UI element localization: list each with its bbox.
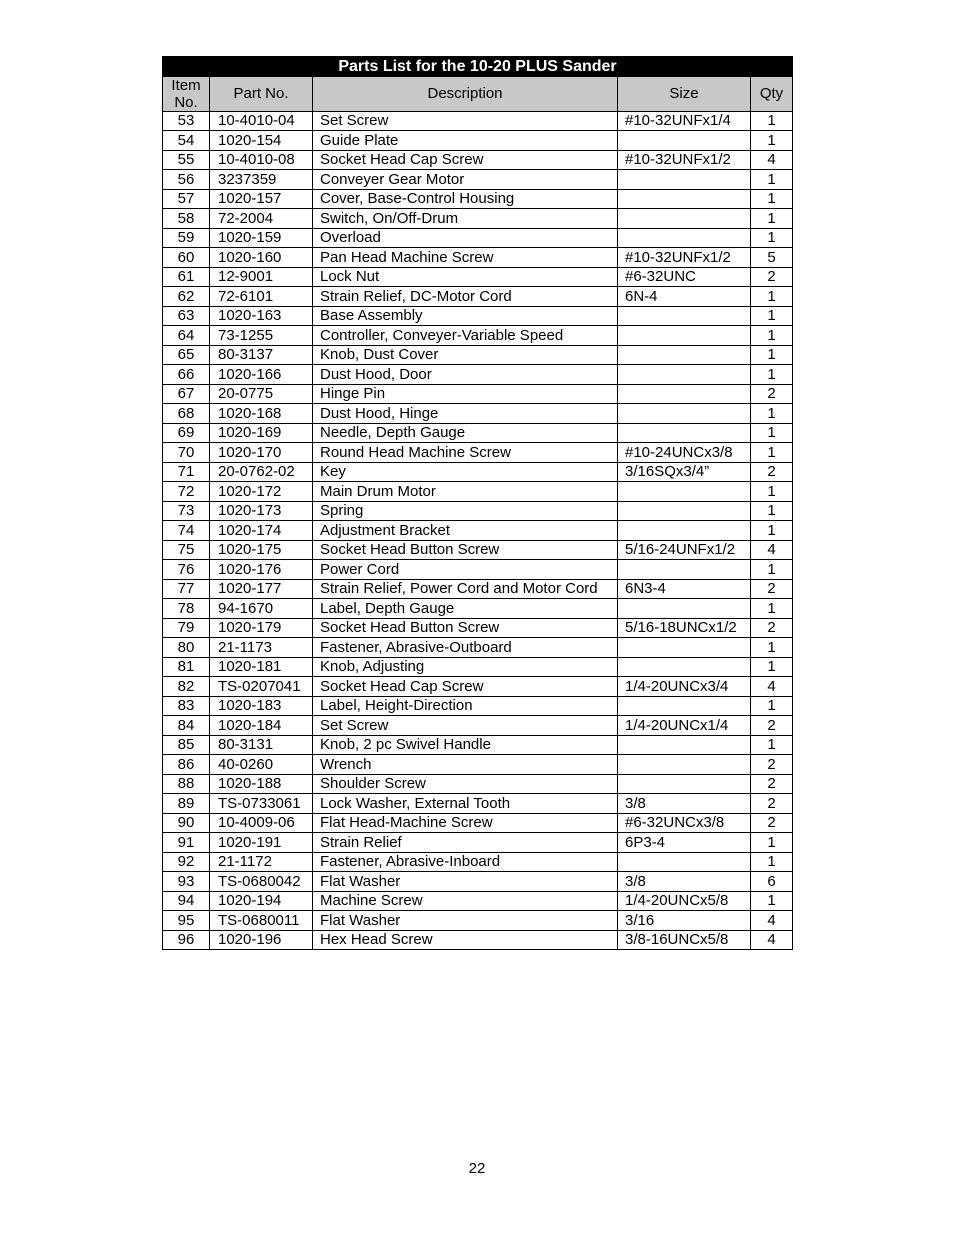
description-cell: Dust Hood, Hinge bbox=[313, 404, 618, 424]
item-no-cell: 58 bbox=[163, 209, 210, 229]
table-row bbox=[163, 404, 793, 424]
table-row bbox=[163, 306, 793, 326]
qty-cell: 4 bbox=[751, 677, 793, 697]
qty-cell: 1 bbox=[751, 228, 793, 248]
part-no-cell: 80-3131 bbox=[210, 735, 313, 755]
item-no-cell: 85 bbox=[163, 735, 210, 755]
size-cell: 6P3-4 bbox=[618, 833, 751, 853]
description-cell: Wrench bbox=[313, 755, 618, 775]
description-cell: Dust Hood, Door bbox=[313, 365, 618, 385]
qty-cell: 1 bbox=[751, 306, 793, 326]
description-cell: Label, Depth Gauge bbox=[313, 599, 618, 619]
item-no-cell: 59 bbox=[163, 228, 210, 248]
part-no-cell: 1020-188 bbox=[210, 774, 313, 794]
item-no-cell: 88 bbox=[163, 774, 210, 794]
part-no-cell: 80-3137 bbox=[210, 345, 313, 365]
item-no-cell: 84 bbox=[163, 716, 210, 736]
table-row bbox=[163, 599, 793, 619]
description-cell: Overload bbox=[313, 228, 618, 248]
item-no-cell: 72 bbox=[163, 482, 210, 502]
size-cell bbox=[618, 189, 751, 209]
item-no-cell: 83 bbox=[163, 696, 210, 716]
header-size: Size bbox=[618, 76, 751, 111]
table-row bbox=[163, 482, 793, 502]
qty-cell: 1 bbox=[751, 170, 793, 190]
description-cell: Flat Head-Machine Screw bbox=[313, 813, 618, 833]
qty-cell: 1 bbox=[751, 423, 793, 443]
qty-cell: 1 bbox=[751, 501, 793, 521]
header-part-no: Part No. bbox=[210, 76, 313, 111]
part-no-cell: 1020-169 bbox=[210, 423, 313, 443]
size-cell: #10-32UNFx1/2 bbox=[618, 248, 751, 268]
part-no-cell: 1020-191 bbox=[210, 833, 313, 853]
item-no-cell: 70 bbox=[163, 443, 210, 463]
part-no-cell: 1020-163 bbox=[210, 306, 313, 326]
size-cell bbox=[618, 852, 751, 872]
part-no-cell: 1020-176 bbox=[210, 560, 313, 580]
table-row bbox=[163, 326, 793, 346]
description-cell: Hinge Pin bbox=[313, 384, 618, 404]
item-no-cell: 55 bbox=[163, 150, 210, 170]
table-row bbox=[163, 189, 793, 209]
description-cell: Strain Relief, Power Cord and Motor Cord bbox=[313, 579, 618, 599]
table-row bbox=[163, 365, 793, 385]
qty-cell: 1 bbox=[751, 287, 793, 307]
table-row bbox=[163, 209, 793, 229]
size-cell: 5/16-24UNFx1/2 bbox=[618, 540, 751, 560]
description-cell: Knob, Dust Cover bbox=[313, 345, 618, 365]
table-row bbox=[163, 345, 793, 365]
item-no-cell: 73 bbox=[163, 501, 210, 521]
size-cell bbox=[618, 326, 751, 346]
part-no-cell: 10-4009-06 bbox=[210, 813, 313, 833]
description-cell: Shoulder Screw bbox=[313, 774, 618, 794]
item-no-cell: 80 bbox=[163, 638, 210, 658]
parts-list-table bbox=[162, 56, 793, 950]
table-row bbox=[163, 735, 793, 755]
parts-table-body bbox=[163, 111, 793, 950]
qty-cell: 2 bbox=[751, 462, 793, 482]
item-no-cell: 81 bbox=[163, 657, 210, 677]
table-row bbox=[163, 872, 793, 892]
size-cell: 6N-4 bbox=[618, 287, 751, 307]
item-no-cell: 93 bbox=[163, 872, 210, 892]
part-no-cell: TS-0680042 bbox=[210, 872, 313, 892]
description-cell: Strain Relief, DC-Motor Cord bbox=[313, 287, 618, 307]
item-no-cell: 90 bbox=[163, 813, 210, 833]
item-no-cell: 64 bbox=[163, 326, 210, 346]
description-cell: Lock Washer, External Tooth bbox=[313, 794, 618, 814]
item-no-cell: 69 bbox=[163, 423, 210, 443]
item-no-cell: 53 bbox=[163, 111, 210, 131]
description-cell: Fastener, Abrasive-Outboard bbox=[313, 638, 618, 658]
part-no-cell: 10-4010-04 bbox=[210, 111, 313, 131]
part-no-cell: 1020-159 bbox=[210, 228, 313, 248]
header-description: Description bbox=[313, 76, 618, 111]
description-cell: Key bbox=[313, 462, 618, 482]
size-cell: 1/4-20UNCx1/4 bbox=[618, 716, 751, 736]
table-row bbox=[163, 618, 793, 638]
description-cell: Strain Relief bbox=[313, 833, 618, 853]
table-row bbox=[163, 521, 793, 541]
qty-cell: 6 bbox=[751, 872, 793, 892]
item-no-cell: 86 bbox=[163, 755, 210, 775]
part-no-cell: 12-9001 bbox=[210, 267, 313, 287]
description-cell: Set Screw bbox=[313, 716, 618, 736]
description-cell: Cover, Base-Control Housing bbox=[313, 189, 618, 209]
qty-cell: 1 bbox=[751, 696, 793, 716]
size-cell bbox=[618, 365, 751, 385]
description-cell: Hex Head Screw bbox=[313, 930, 618, 950]
part-no-cell: 1020-174 bbox=[210, 521, 313, 541]
table-row bbox=[163, 930, 793, 950]
table-title: Parts List for the 10-20 PLUS Sander bbox=[163, 57, 793, 77]
qty-cell: 4 bbox=[751, 540, 793, 560]
qty-cell: 1 bbox=[751, 599, 793, 619]
table-row bbox=[163, 794, 793, 814]
description-cell: Controller, Conveyer-Variable Speed bbox=[313, 326, 618, 346]
qty-cell: 4 bbox=[751, 911, 793, 931]
part-no-cell: TS-0680011 bbox=[210, 911, 313, 931]
table-row bbox=[163, 677, 793, 697]
size-cell bbox=[618, 345, 751, 365]
qty-cell: 2 bbox=[751, 267, 793, 287]
size-cell: 6N3-4 bbox=[618, 579, 751, 599]
size-cell bbox=[618, 755, 751, 775]
description-cell: Knob, Adjusting bbox=[313, 657, 618, 677]
item-no-cell: 54 bbox=[163, 131, 210, 151]
item-no-cell: 94 bbox=[163, 891, 210, 911]
part-no-cell: 3237359 bbox=[210, 170, 313, 190]
qty-cell: 1 bbox=[751, 365, 793, 385]
page-number: 22 bbox=[468, 1160, 486, 1177]
qty-cell: 1 bbox=[751, 560, 793, 580]
description-cell: Label, Height-Direction bbox=[313, 696, 618, 716]
table-row bbox=[163, 852, 793, 872]
description-cell: Conveyer Gear Motor bbox=[313, 170, 618, 190]
table-row bbox=[163, 716, 793, 736]
qty-cell: 1 bbox=[751, 852, 793, 872]
qty-cell: 2 bbox=[751, 755, 793, 775]
description-cell: Needle, Depth Gauge bbox=[313, 423, 618, 443]
table-row bbox=[163, 813, 793, 833]
description-cell: Main Drum Motor bbox=[313, 482, 618, 502]
part-no-cell: 1020-194 bbox=[210, 891, 313, 911]
description-cell: Socket Head Cap Screw bbox=[313, 677, 618, 697]
item-no-cell: 71 bbox=[163, 462, 210, 482]
qty-cell: 1 bbox=[751, 638, 793, 658]
size-cell bbox=[618, 384, 751, 404]
part-no-cell: TS-0733061 bbox=[210, 794, 313, 814]
size-cell bbox=[618, 228, 751, 248]
part-no-cell: 1020-177 bbox=[210, 579, 313, 599]
item-no-cell: 74 bbox=[163, 521, 210, 541]
part-no-cell: 1020-170 bbox=[210, 443, 313, 463]
description-cell: Knob, 2 pc Swivel Handle bbox=[313, 735, 618, 755]
description-cell: Socket Head Button Screw bbox=[313, 618, 618, 638]
item-no-cell: 57 bbox=[163, 189, 210, 209]
table-row bbox=[163, 579, 793, 599]
size-cell bbox=[618, 657, 751, 677]
size-cell bbox=[618, 404, 751, 424]
size-cell bbox=[618, 560, 751, 580]
description-cell: Switch, On/Off-Drum bbox=[313, 209, 618, 229]
part-no-cell: 1020-179 bbox=[210, 618, 313, 638]
table-row bbox=[163, 540, 793, 560]
size-cell bbox=[618, 423, 751, 443]
part-no-cell: 21-1172 bbox=[210, 852, 313, 872]
table-row bbox=[163, 150, 793, 170]
part-no-cell: 73-1255 bbox=[210, 326, 313, 346]
table-row bbox=[163, 755, 793, 775]
part-no-cell: 20-0762-02 bbox=[210, 462, 313, 482]
qty-cell: 1 bbox=[751, 521, 793, 541]
item-no-cell: 66 bbox=[163, 365, 210, 385]
item-no-cell: 96 bbox=[163, 930, 210, 950]
part-no-cell: 94-1670 bbox=[210, 599, 313, 619]
part-no-cell: 1020-183 bbox=[210, 696, 313, 716]
part-no-cell: 1020-184 bbox=[210, 716, 313, 736]
size-cell bbox=[618, 774, 751, 794]
size-cell: #10-32UNFx1/2 bbox=[618, 150, 751, 170]
table-row bbox=[163, 774, 793, 794]
size-cell bbox=[618, 735, 751, 755]
part-no-cell: TS-0207041 bbox=[210, 677, 313, 697]
size-cell: #10-24UNCx3/8 bbox=[618, 443, 751, 463]
item-no-cell: 68 bbox=[163, 404, 210, 424]
qty-cell: 2 bbox=[751, 579, 793, 599]
description-cell: Flat Washer bbox=[313, 911, 618, 931]
item-no-cell: 89 bbox=[163, 794, 210, 814]
qty-cell: 4 bbox=[751, 150, 793, 170]
item-no-cell: 82 bbox=[163, 677, 210, 697]
qty-cell: 1 bbox=[751, 189, 793, 209]
size-cell bbox=[618, 131, 751, 151]
table-row bbox=[163, 267, 793, 287]
description-cell: Pan Head Machine Screw bbox=[313, 248, 618, 268]
qty-cell: 2 bbox=[751, 813, 793, 833]
item-no-cell: 65 bbox=[163, 345, 210, 365]
description-cell: Socket Head Cap Screw bbox=[313, 150, 618, 170]
size-cell: 3/8 bbox=[618, 794, 751, 814]
qty-cell: 1 bbox=[751, 833, 793, 853]
qty-cell: 1 bbox=[751, 326, 793, 346]
size-cell bbox=[618, 209, 751, 229]
description-cell: Round Head Machine Screw bbox=[313, 443, 618, 463]
item-no-cell: 76 bbox=[163, 560, 210, 580]
size-cell: 3/16 bbox=[618, 911, 751, 931]
qty-cell: 2 bbox=[751, 794, 793, 814]
part-no-cell: 20-0775 bbox=[210, 384, 313, 404]
part-no-cell: 10-4010-08 bbox=[210, 150, 313, 170]
part-no-cell: 72-2004 bbox=[210, 209, 313, 229]
item-no-cell: 79 bbox=[163, 618, 210, 638]
size-cell: 5/16-18UNCx1/2 bbox=[618, 618, 751, 638]
part-no-cell: 1020-168 bbox=[210, 404, 313, 424]
size-cell bbox=[618, 521, 751, 541]
table-row bbox=[163, 891, 793, 911]
size-cell: 3/8-16UNCx5/8 bbox=[618, 930, 751, 950]
size-cell bbox=[618, 306, 751, 326]
table-row bbox=[163, 833, 793, 853]
table-row bbox=[163, 696, 793, 716]
part-no-cell: 1020-166 bbox=[210, 365, 313, 385]
description-cell: Base Assembly bbox=[313, 306, 618, 326]
description-cell: Adjustment Bracket bbox=[313, 521, 618, 541]
description-cell: Lock Nut bbox=[313, 267, 618, 287]
item-no-cell: 67 bbox=[163, 384, 210, 404]
description-cell: Machine Screw bbox=[313, 891, 618, 911]
size-cell: #6-32UNCx3/8 bbox=[618, 813, 751, 833]
part-no-cell: 1020-172 bbox=[210, 482, 313, 502]
size-cell bbox=[618, 599, 751, 619]
size-cell: 1/4-20UNCx3/4 bbox=[618, 677, 751, 697]
item-no-cell: 92 bbox=[163, 852, 210, 872]
size-cell bbox=[618, 482, 751, 502]
header-item-no: Item No. bbox=[163, 76, 210, 111]
size-cell bbox=[618, 501, 751, 521]
qty-cell: 1 bbox=[751, 735, 793, 755]
table-row bbox=[163, 657, 793, 677]
qty-cell: 2 bbox=[751, 774, 793, 794]
item-no-cell: 75 bbox=[163, 540, 210, 560]
item-no-cell: 77 bbox=[163, 579, 210, 599]
qty-cell: 2 bbox=[751, 384, 793, 404]
part-no-cell: 1020-157 bbox=[210, 189, 313, 209]
qty-cell: 1 bbox=[751, 891, 793, 911]
table-row bbox=[163, 248, 793, 268]
table-row bbox=[163, 228, 793, 248]
table-row bbox=[163, 501, 793, 521]
qty-cell: 1 bbox=[751, 657, 793, 677]
item-no-cell: 63 bbox=[163, 306, 210, 326]
description-cell: Flat Washer bbox=[313, 872, 618, 892]
item-no-cell: 91 bbox=[163, 833, 210, 853]
description-cell: Spring bbox=[313, 501, 618, 521]
size-cell: 3/16SQx3/4” bbox=[618, 462, 751, 482]
size-cell: #10-32UNFx1/4 bbox=[618, 111, 751, 131]
item-no-cell: 56 bbox=[163, 170, 210, 190]
table-row bbox=[163, 443, 793, 463]
table-row bbox=[163, 170, 793, 190]
item-no-cell: 62 bbox=[163, 287, 210, 307]
qty-cell: 5 bbox=[751, 248, 793, 268]
qty-cell: 1 bbox=[751, 131, 793, 151]
qty-cell: 2 bbox=[751, 716, 793, 736]
description-cell: Fastener, Abrasive-Inboard bbox=[313, 852, 618, 872]
qty-cell: 4 bbox=[751, 930, 793, 950]
qty-cell: 1 bbox=[751, 443, 793, 463]
part-no-cell: 1020-154 bbox=[210, 131, 313, 151]
qty-cell: 1 bbox=[751, 345, 793, 365]
description-cell: Set Screw bbox=[313, 111, 618, 131]
table-title-row bbox=[163, 57, 793, 77]
table-header-row bbox=[163, 76, 793, 111]
item-no-cell: 95 bbox=[163, 911, 210, 931]
description-cell: Socket Head Button Screw bbox=[313, 540, 618, 560]
part-no-cell: 40-0260 bbox=[210, 755, 313, 775]
part-no-cell: 1020-173 bbox=[210, 501, 313, 521]
part-no-cell: 72-6101 bbox=[210, 287, 313, 307]
table-row bbox=[163, 384, 793, 404]
table-row bbox=[163, 423, 793, 443]
size-cell: 3/8 bbox=[618, 872, 751, 892]
table-row bbox=[163, 287, 793, 307]
part-no-cell: 21-1173 bbox=[210, 638, 313, 658]
description-cell: Power Cord bbox=[313, 560, 618, 580]
size-cell: #6-32UNC bbox=[618, 267, 751, 287]
table-row bbox=[163, 911, 793, 931]
qty-cell: 1 bbox=[751, 209, 793, 229]
table-row bbox=[163, 638, 793, 658]
table-row bbox=[163, 111, 793, 131]
item-no-cell: 78 bbox=[163, 599, 210, 619]
table-row bbox=[163, 131, 793, 151]
qty-cell: 2 bbox=[751, 618, 793, 638]
qty-cell: 1 bbox=[751, 482, 793, 502]
part-no-cell: 1020-160 bbox=[210, 248, 313, 268]
size-cell: 1/4-20UNCx5/8 bbox=[618, 891, 751, 911]
part-no-cell: 1020-181 bbox=[210, 657, 313, 677]
table-row bbox=[163, 560, 793, 580]
qty-cell: 1 bbox=[751, 111, 793, 131]
table-row bbox=[163, 462, 793, 482]
part-no-cell: 1020-175 bbox=[210, 540, 313, 560]
qty-cell: 1 bbox=[751, 404, 793, 424]
size-cell bbox=[618, 170, 751, 190]
description-cell: Guide Plate bbox=[313, 131, 618, 151]
part-no-cell: 1020-196 bbox=[210, 930, 313, 950]
size-cell bbox=[618, 638, 751, 658]
item-no-cell: 61 bbox=[163, 267, 210, 287]
header-qty: Qty bbox=[751, 76, 793, 111]
item-no-cell: 60 bbox=[163, 248, 210, 268]
size-cell bbox=[618, 696, 751, 716]
